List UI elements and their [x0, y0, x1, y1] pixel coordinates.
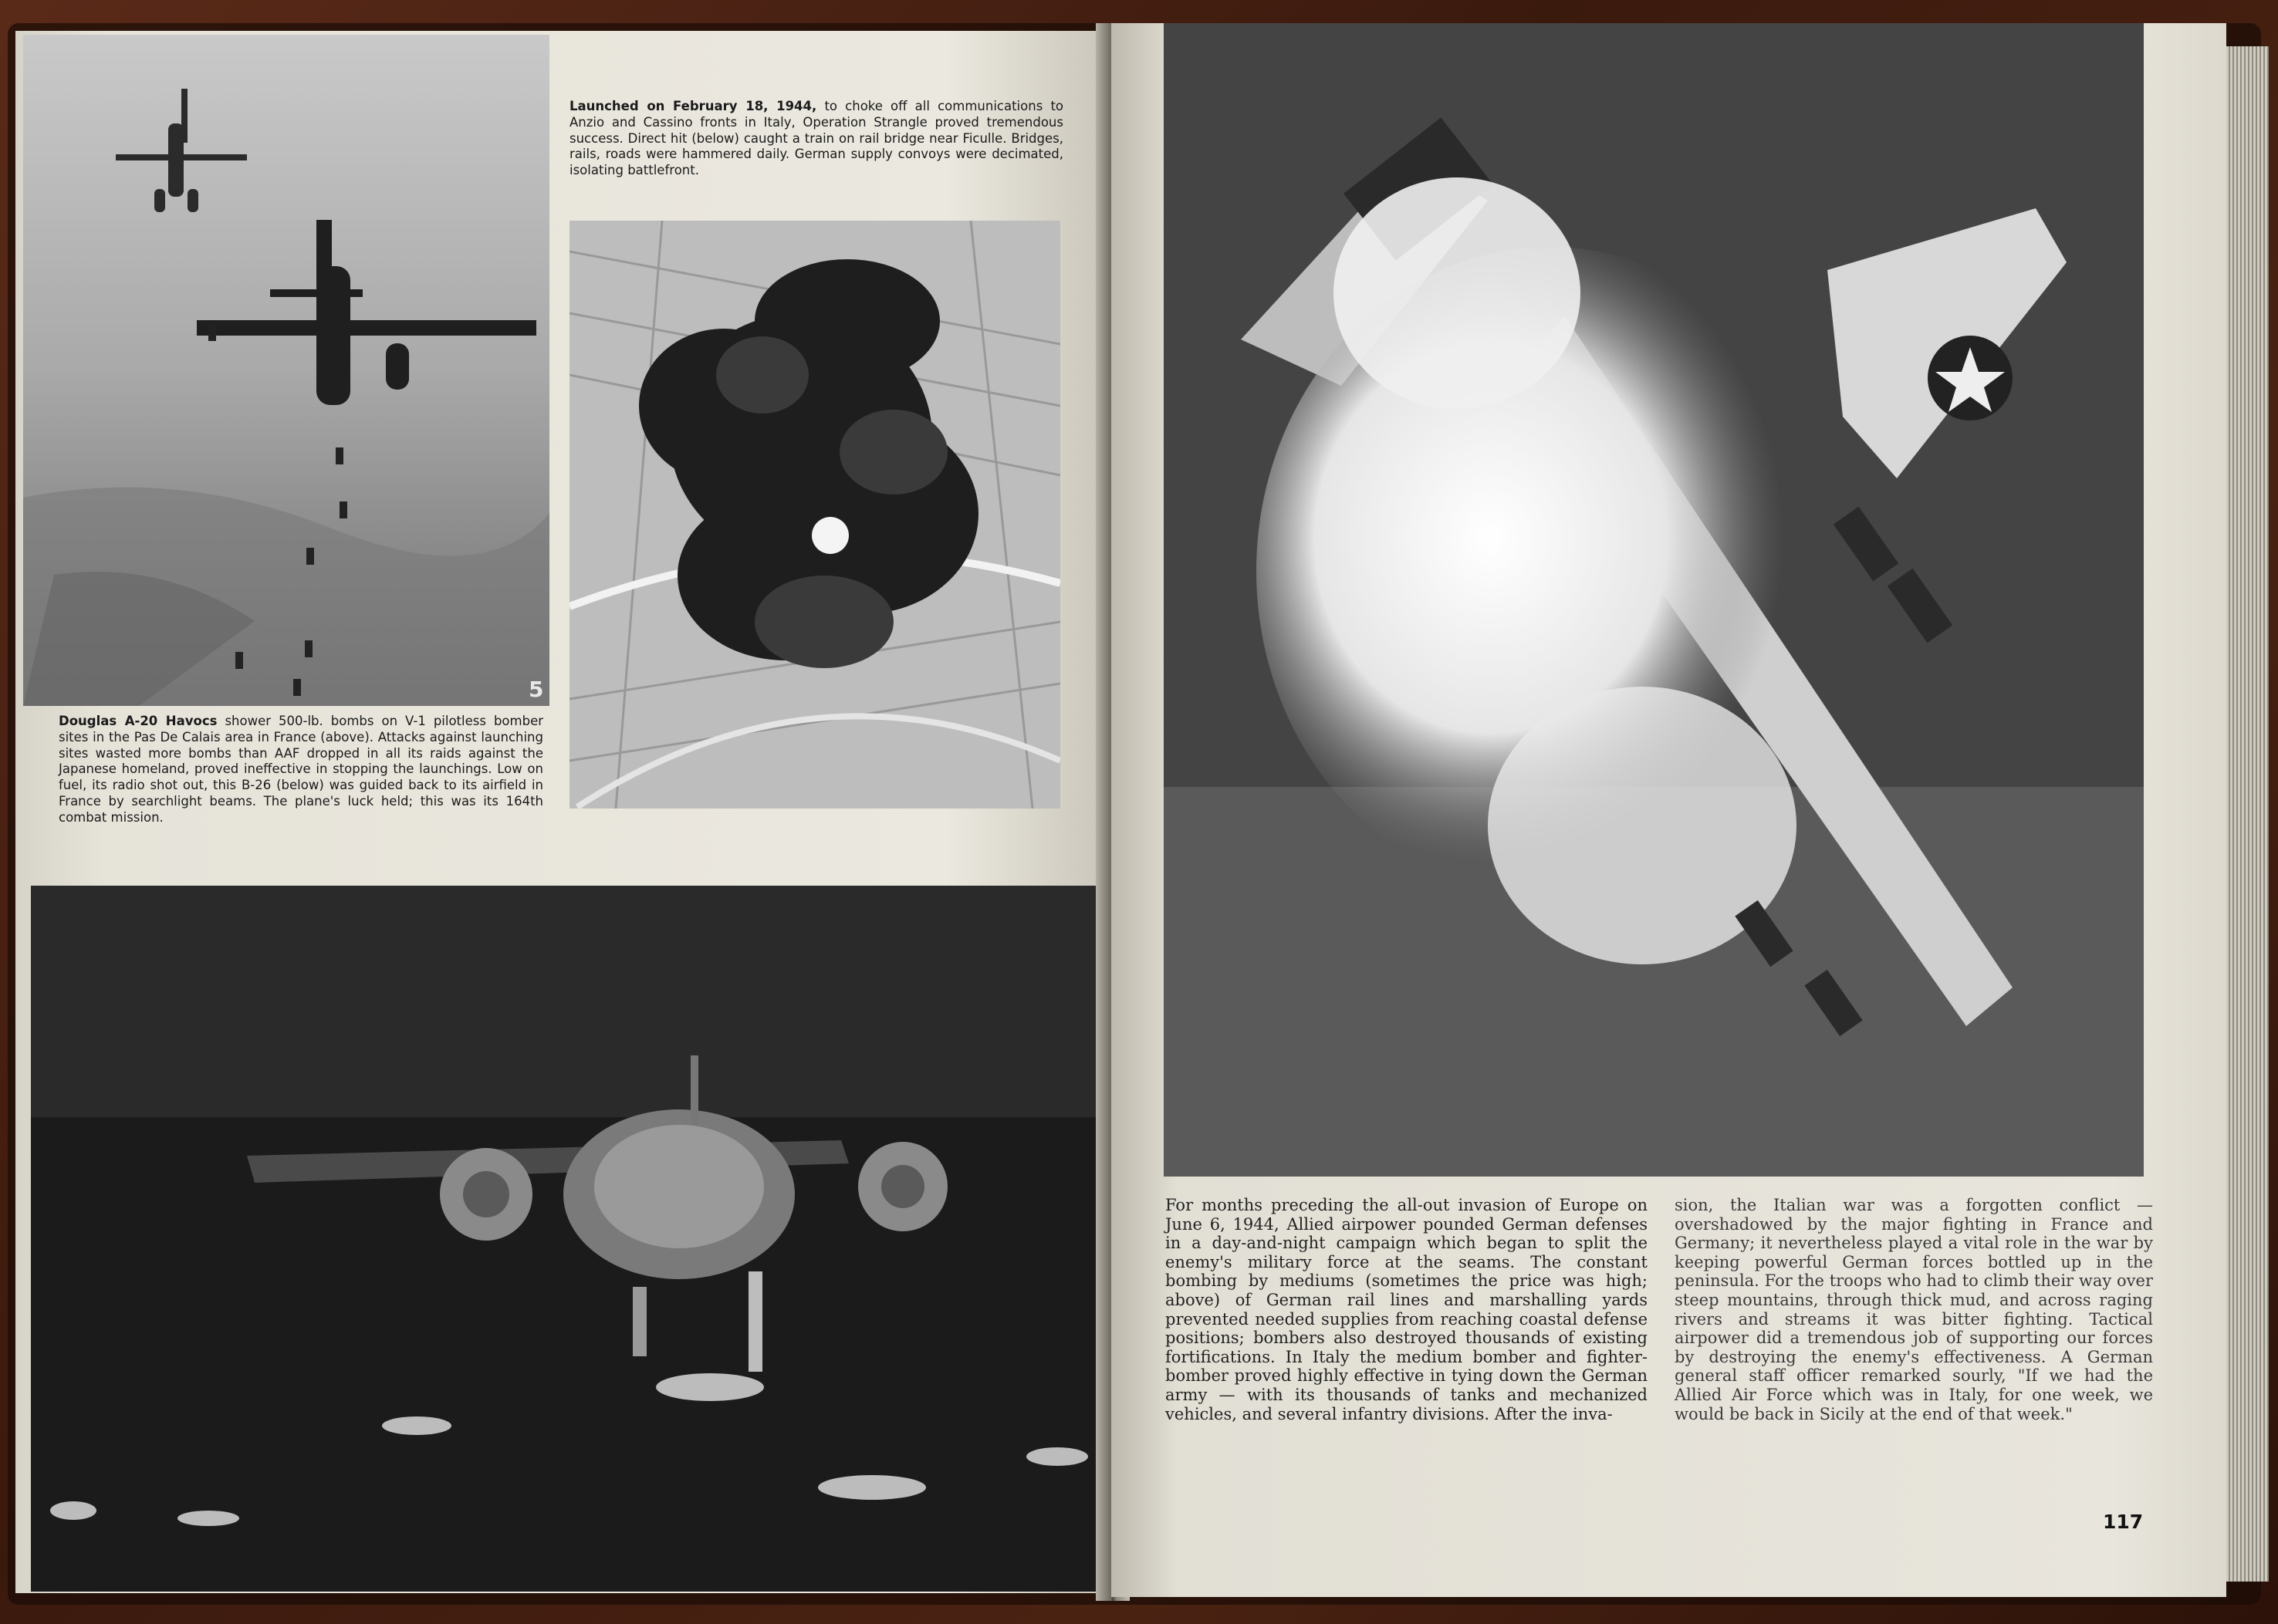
photo-burning-bomber-image — [1164, 23, 2144, 1177]
caption-operation-strangle — [570, 99, 1063, 179]
caption-a20-havocs-text: shower 500-lb. bombs on V-1 pilotless bomber sites in the Pas De Calais area in France (above). Attacks against launching sites wasted more bombs than AAF dropped in all its raids against the Japanese homeland, proved ineffective in stopping the launchings. Low on fuel, its radio shot out, this B-26 (below) was guided back to its airfield in France by searchlight beams. The plane's luck held; this was its 164th combat mission. — [59, 714, 544, 825]
caption-a20-havocs — [59, 714, 543, 826]
caption-operation-strangle-text: to choke off all communications to Anzio and Cassino fronts in Italy, Operation Strangle proved tremendous success. Direct hit (below) caught a train on rail bridge near Ficulle. Bridges, rails, roads were hammered daily. German supply convoys were decimated, isolating battlefront. — [570, 99, 1064, 178]
page-edges — [2226, 46, 2269, 1582]
body-text-column-2 — [1675, 1196, 2153, 1423]
caption-operation-strangle-lead: Launched on February 18, 1944, — [570, 99, 817, 113]
photo-burning-bomber — [1164, 23, 2144, 1177]
body-text-column-1 — [1165, 1196, 1648, 1423]
photo-a20-havocs-image — [23, 35, 549, 706]
caption-a20-havocs-lead: Douglas A-20 Havocs — [59, 714, 218, 728]
photo-ficulle-bridge-strike — [570, 221, 1060, 809]
photo-ficulle-bridge-strike-image — [570, 221, 1060, 809]
photo-b26-night-landing — [31, 886, 1111, 1592]
photo-b26-night-landing-image — [31, 886, 1111, 1592]
right-page — [1111, 23, 2226, 1597]
body-text-column-2-paragraph: sion, the Italian war was a forgotten conflict — overshadowed by the major fighting in France and Germany; it nevertheless played a vital role in the war by keeping powerful German forces bottled up in the peninsula. For the troops who had to climb their way over steep mountains, through thick mud, and across raging rivers and streams it was bitter fighting. Tactical airpower did a tremendous job of supporting our forces by destroying the enemy's effectiveness. A German general staff officer remarked sourly, "If we had the Allied Air Force which was in Italy, for one week, we would be back in Sicily at the end of that week." — [1675, 1196, 2153, 1423]
photo-a20-havocs — [23, 35, 549, 706]
left-page — [15, 31, 1111, 1593]
page-number: 117 — [2103, 1511, 2144, 1533]
plate-number: 5 — [529, 677, 544, 702]
body-text-column-1-paragraph: For months preceding the all-out invasion of Europe on June 6, 1944, Allied airpower pounded German defenses in a day-and-night campaign which began to split the enemy's military force at the seams. The constant bombing by mediums (sometimes the price was high; above) of German rail lines and marshalling yards prevented needed supplies from reaching coastal defense positions; bombers also destroyed thousands of existing fortifications. In Italy the medium bomber and fighter-bomber proved highly effective in tying down the German army — with its thousands of tanks and mechanized vehicles, and several infantry divisions. After the inva- — [1165, 1196, 1648, 1423]
